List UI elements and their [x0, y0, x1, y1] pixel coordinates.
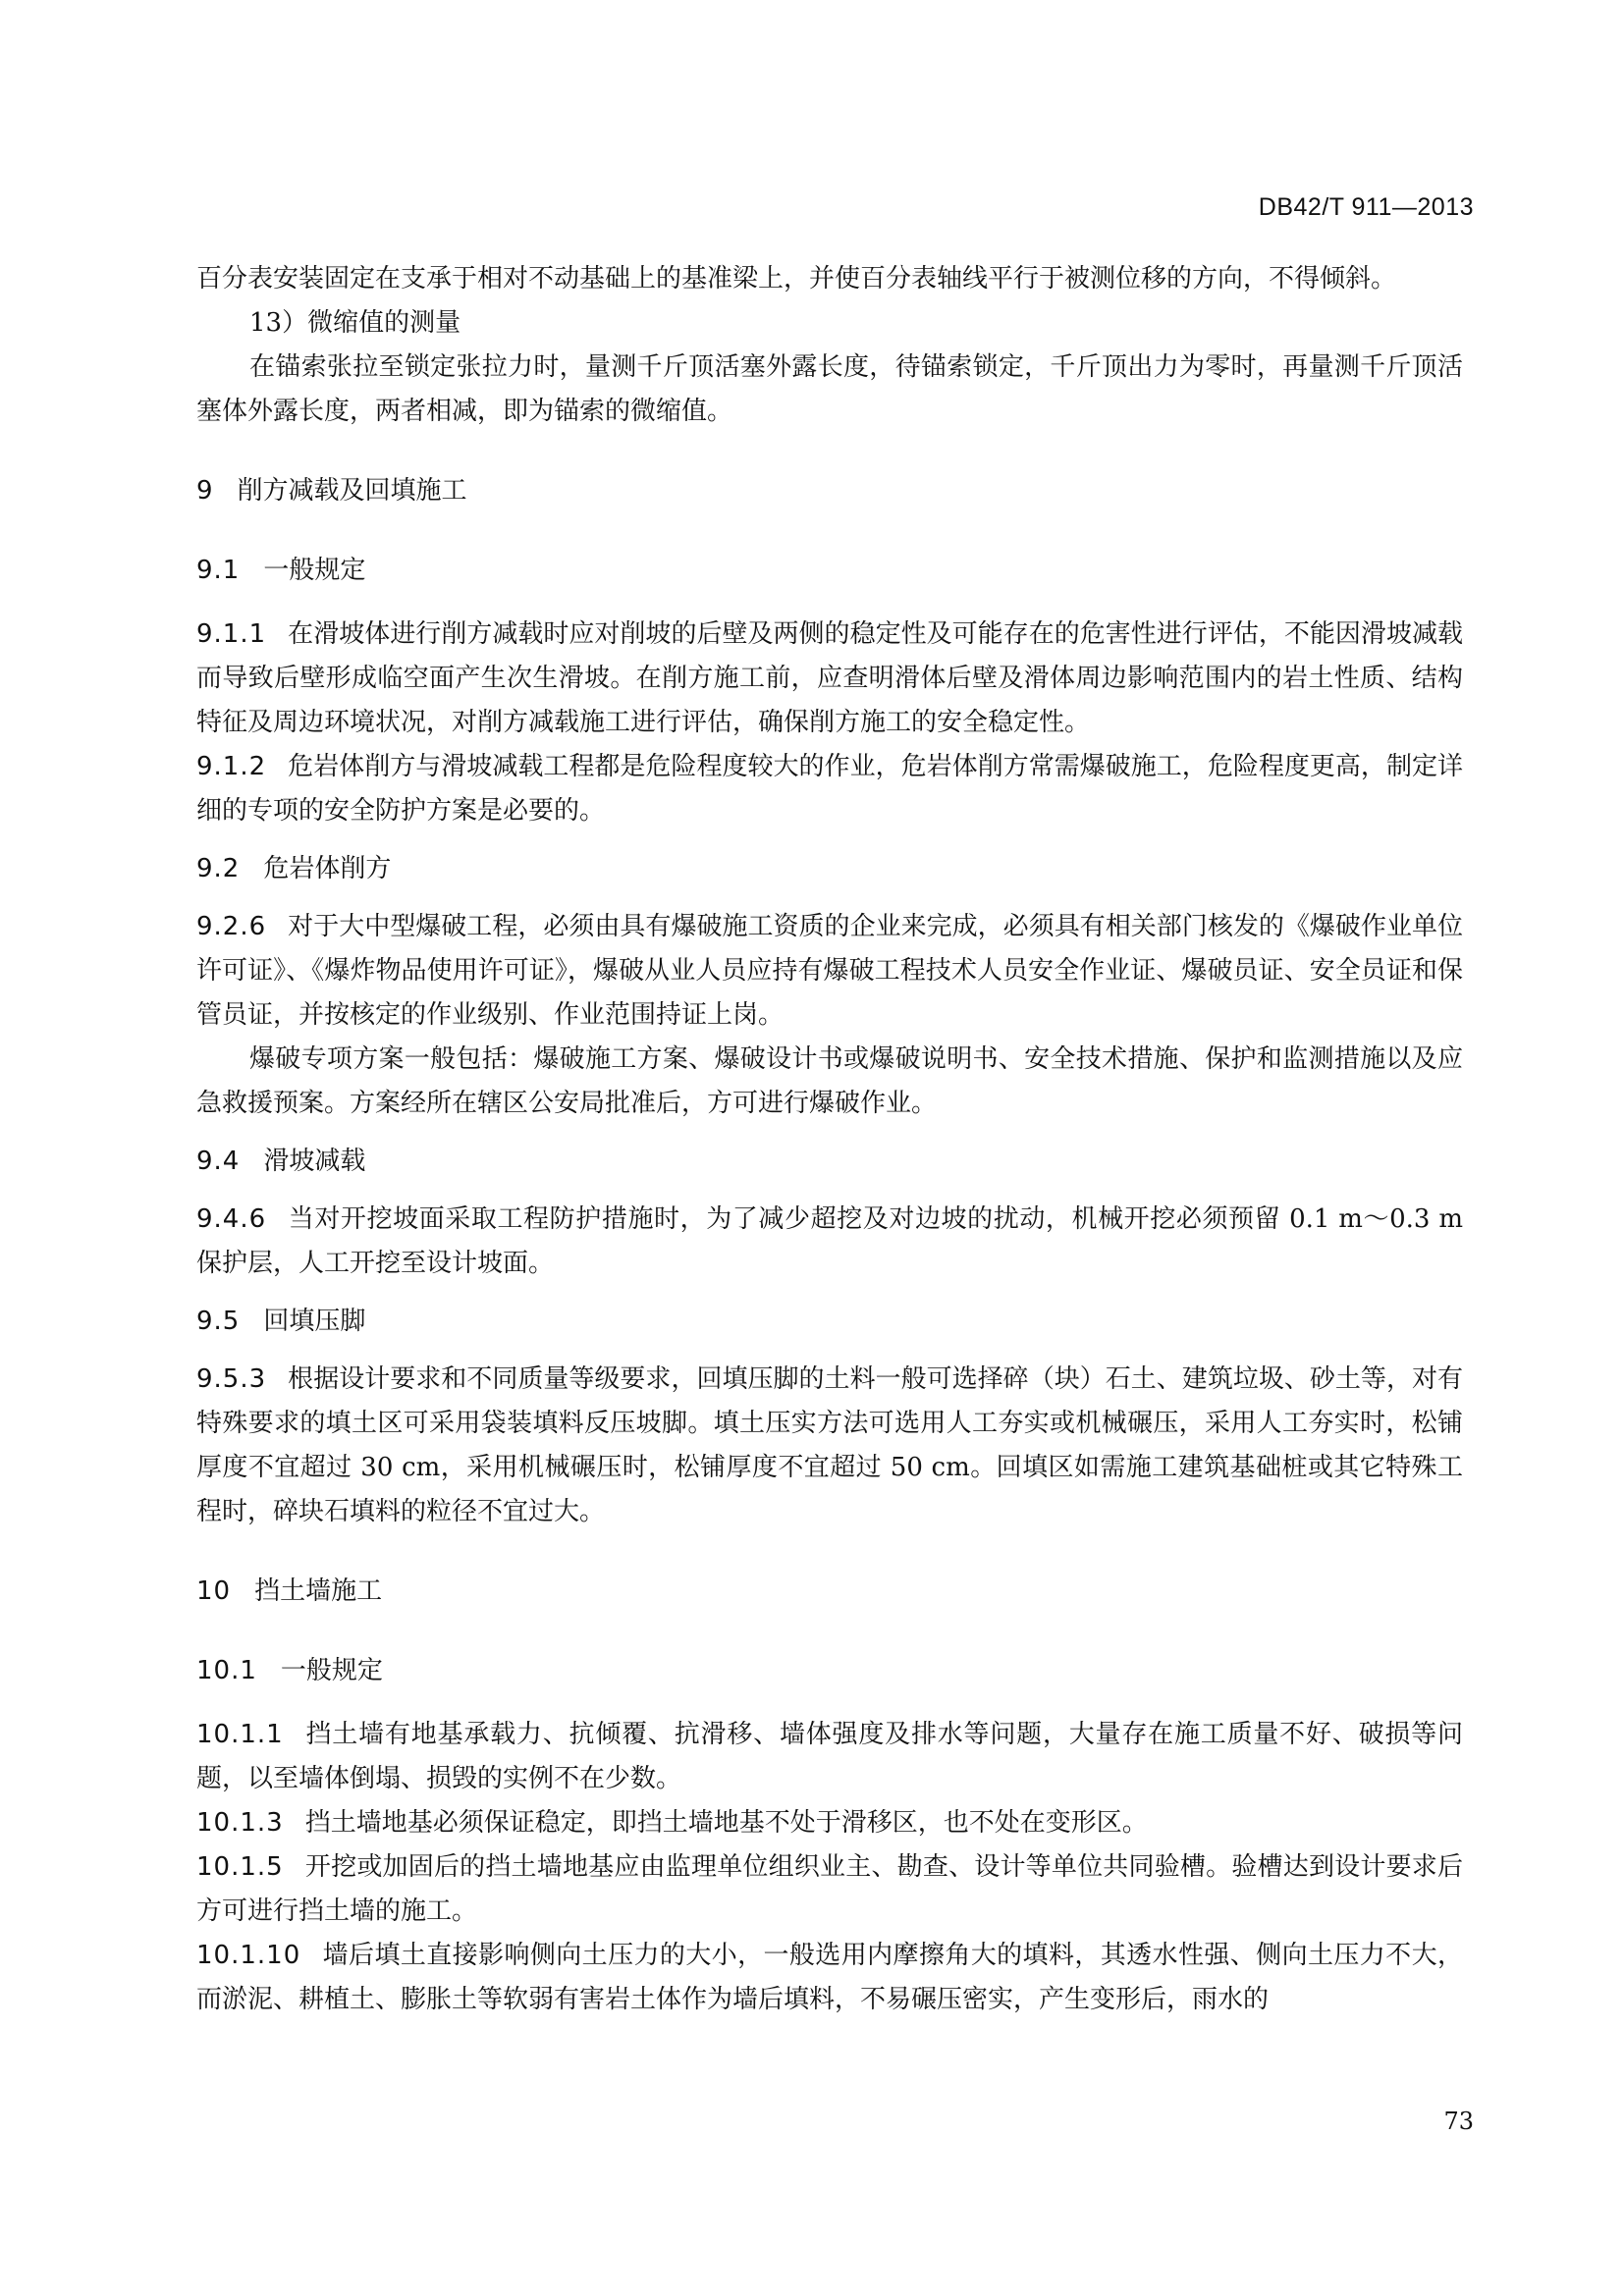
section-9-2-title: 危岩体削方	[263, 854, 392, 883]
section-10-number: 10	[196, 1576, 232, 1606]
clause-10-1-5-number: 10.1.5	[196, 1852, 284, 1882]
section-9-1-title: 一般规定	[263, 556, 366, 585]
section-9-4-heading	[196, 1140, 1463, 1184]
section-10-heading	[196, 1570, 1463, 1614]
clause-10-1-10-text: 墙后填土直接影响侧向土压力的大小，一般选用内摩擦角大的填料，其透水性强、侧向土压力不大，而淤泥、耕植土、膨胀土等软弱有害岩土体作为墙后填料，不易碾压密实，产生变形后，雨水的	[196, 1941, 1463, 2014]
clause-9-2-6	[196, 905, 1463, 1038]
item-13-title: 13）微缩值的测量	[249, 308, 461, 338]
section-10-1-title: 一般规定	[280, 1656, 383, 1685]
clause-10-1-1	[196, 1713, 1463, 1801]
section-9-2-number: 9.2	[196, 854, 241, 883]
clause-9-5-3-text: 根据设计要求和不同质量等级要求，回填压脚的土料一般可选择碎（块）石土、建筑垃圾、砂土等，对有特殊要求的填土区可采用袋装填料反压坡脚。填土压实方法可选用人工夯实或机械碾压，采用人工夯实时，松铺厚度不宜超过 30 cm，采用机械碾压时，松铺厚度不宜超过 50 cm。回填区如需施工建筑基础桩或其它特殊工程时，碎块石填料的粒径不宜过大。	[196, 1364, 1463, 1526]
clause-9-5-3	[196, 1358, 1463, 1534]
section-9-4-title: 滑坡减载	[263, 1147, 366, 1176]
document-body	[196, 257, 1463, 2022]
clause-9-1-2-text: 危岩体削方与滑坡减载工程都是危险程度较大的作业，危岩体削方常需爆破施工，危险程度更高，制定详细的专项的安全防护方案是必要的。	[196, 752, 1463, 826]
section-9-1-heading	[196, 549, 1463, 593]
clause-10-1-1-text: 挡土墙有地基承载力、抗倾覆、抗滑移、墙体强度及排水等问题，大量存在施工质量不好、破损等问题，以至墙体倒塌、损毁的实例不在少数。	[196, 1720, 1463, 1793]
section-10-1-heading	[196, 1649, 1463, 1693]
clause-10-1-3	[196, 1801, 1463, 1845]
clause-9-1-1	[196, 613, 1463, 745]
clause-9-5-3-number: 9.5.3	[196, 1364, 267, 1394]
page-number: 73	[1443, 2108, 1474, 2135]
clause-9-4-6	[196, 1198, 1463, 1286]
clause-9-1-1-number: 9.1.1	[196, 619, 267, 649]
item-13-body: 在锚索张拉至锁定张拉力时，量测千斤顶活塞外露长度，待锚索锁定，千斤顶出力为零时，再量测千斤顶活塞体外露长度，两者相减，即为锚索的微缩值。	[196, 352, 1463, 426]
section-9-1-number: 9.1	[196, 556, 241, 585]
section-9-5-number: 9.5	[196, 1307, 241, 1336]
section-9-heading	[196, 469, 1463, 513]
clause-9-1-1-text: 在滑坡体进行削方减载时应对削坡的后壁及两侧的稳定性及可能存在的危害性进行评估，不能因滑坡减载而导致后壁形成临空面产生次生滑坡。在削方施工前，应查明滑体后壁及滑体周边影响范围内的岩土性质、结构特征及周边环境状况，对削方减载施工进行评估，确保削方施工的安全稳定性。	[196, 619, 1463, 737]
clause-9-4-6-number: 9.4.6	[196, 1204, 267, 1234]
section-10-1-number: 10.1	[196, 1656, 257, 1685]
clause-10-1-1-number: 10.1.1	[196, 1720, 284, 1749]
paragraph-continuation: 百分表安装固定在支承于相对不动基础上的基准梁上，并使百分表轴线平行于被测位移的方向，不得倾斜。	[196, 264, 1397, 294]
clause-10-1-10-number: 10.1.10	[196, 1941, 301, 1970]
clause-9-2-6-continuation: 爆破专项方案一般包括：爆破施工方案、爆破设计书或爆破说明书、安全技术措施、保护和监测措施以及应急救援预案。方案经所在辖区公安局批准后，方可进行爆破作业。	[196, 1044, 1463, 1118]
clause-10-1-5	[196, 1845, 1463, 1934]
clause-9-1-2	[196, 745, 1463, 833]
section-9-5-heading	[196, 1300, 1463, 1344]
section-9-2-heading	[196, 847, 1463, 891]
document-code: DB42/T 911—2013	[1258, 193, 1474, 221]
section-9-5-title: 回填压脚	[263, 1307, 366, 1336]
clause-9-1-2-number: 9.1.2	[196, 752, 267, 781]
section-9-number: 9	[196, 476, 214, 506]
clause-10-1-5-text: 开挖或加固后的挡土墙地基应由监理单位组织业主、勘查、设计等单位共同验槽。验槽达到设计要求后方可进行挡土墙的施工。	[196, 1852, 1463, 1926]
clause-9-2-6-text: 对于大中型爆破工程，必须由具有爆破施工资质的企业来完成，必须具有相关部门核发的《爆破作业单位许可证》、《爆炸物品使用许可证》，爆破从业人员应持有爆破工程技术人员安全作业证、爆破员证、安全员证和保管员证，并按核定的作业级别、作业范围持证上岗。	[196, 912, 1463, 1030]
clause-9-4-6-text: 当对开挖坡面采取工程防护措施时，为了减少超挖及对边坡的扰动，机械开挖必须预留 0.1 m～0.3 m 保护层，人工开挖至设计坡面。	[196, 1204, 1463, 1278]
section-9-title: 削方减载及回填施工	[237, 476, 467, 506]
clause-9-2-6-number: 9.2.6	[196, 912, 267, 941]
section-9-4-number: 9.4	[196, 1147, 241, 1176]
clause-10-1-10	[196, 1934, 1463, 2022]
section-10-title: 挡土墙施工	[254, 1576, 383, 1606]
clause-10-1-3-text: 挡土墙地基必须保证稳定，即挡土墙地基不处于滑移区，也不处在变形区。	[304, 1808, 1148, 1838]
clause-10-1-3-number: 10.1.3	[196, 1808, 284, 1838]
